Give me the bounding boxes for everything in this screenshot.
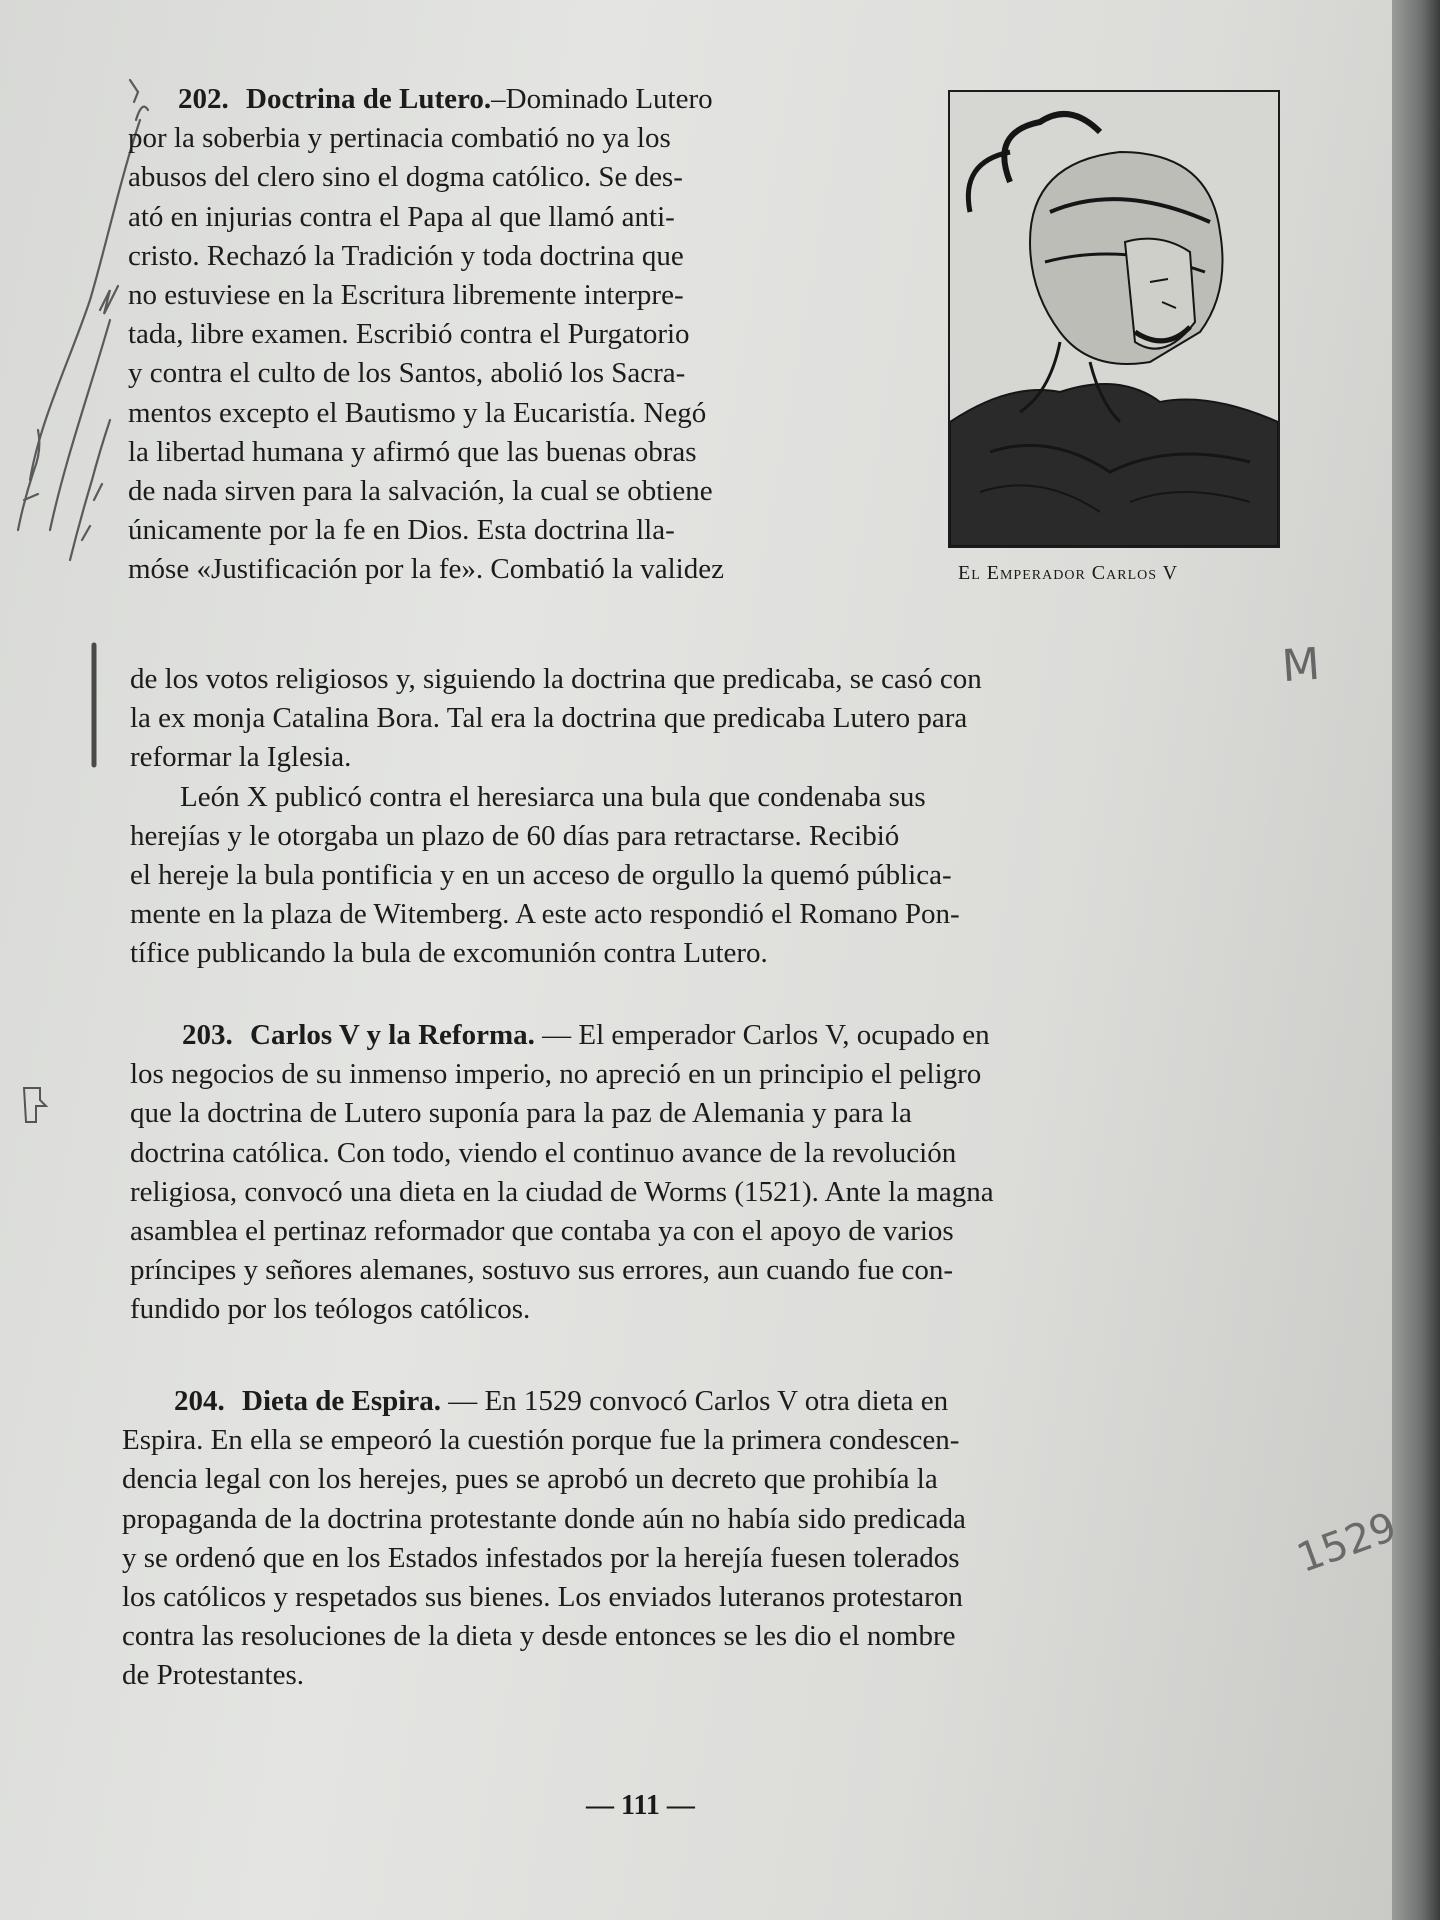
text-line: príncipes y señores alemanes, sostuvo sus errores, aun cuando fue con- — [130, 1254, 954, 1287]
text-line: los católicos y respetados sus bienes. Los enviados luteranos protestaron — [122, 1581, 963, 1614]
text-line: reformar la Iglesia. — [130, 741, 352, 774]
text-line: mente en la plaza de Witemberg. A este acto respondió el Romano Pon- — [130, 898, 960, 931]
text-line: los negocios de su inmenso imperio, no apreció en un principio el peligro — [130, 1058, 982, 1091]
text-line: móse «Justificación por la fe». Combatió la validez — [128, 553, 724, 586]
text-line: tada, libre examen. Escribió contra el Purgatorio — [128, 318, 690, 351]
text-line: religiosa, convocó una dieta en la ciudad de Worms (1521). Ante la magna — [130, 1175, 994, 1208]
background-edge — [1392, 0, 1440, 1920]
text-line: En 1529 convocó Carlos V otra dieta en — [484, 1385, 949, 1417]
section-number: 204. — [174, 1385, 225, 1417]
text-line: no estuviese en la Escritura libremente interpre- — [128, 279, 684, 312]
section-title: Doctrina de Lutero. — [246, 83, 492, 115]
text-line: ató en injurias contra el Papa al que llamó anti- — [128, 200, 675, 233]
text-line: contra las resoluciones de la dieta y desde entonces se les dio el nombre — [122, 1620, 956, 1653]
text-line: propaganda de la doctrina protestante donde aún no había sido predicada — [122, 1502, 966, 1535]
handwritten-note: M — [1280, 638, 1322, 693]
text-line: de los votos religiosos y, siguiendo la doctrina que predicaba, se casó con — [130, 663, 982, 695]
section-title: Carlos V y la Reforma. — [250, 1019, 535, 1051]
text-line: tífice publicando la bula de excomunión contra Lutero. — [130, 937, 768, 970]
text-line: el hereje la bula pontificia y en un acceso de orgullo la quemó pública- — [130, 859, 952, 892]
text-line: Espira. En ella se empeoró la cuestión porque fue la primera condescen- — [122, 1424, 960, 1457]
text-line: de Protestantes. — [122, 1659, 305, 1692]
portrait-carlos-v — [948, 90, 1280, 548]
margin-pointer-icon — [18, 1082, 48, 1128]
text-line: asamblea el pertinaz reformador que contaba ya con el apoyo de varios — [130, 1215, 954, 1248]
text-line: dencia legal con los herejes, pues se aprobó un decreto que prohibía la — [122, 1463, 938, 1496]
text-line: Dominado Lutero — [505, 83, 713, 115]
text-line: la libertad humana y afirmó que las buenas obras — [128, 435, 697, 468]
section-202-cont — [130, 660, 1275, 974]
text-line: la ex monja Catalina Bora. Tal era la doctrina que predicaba Lutero para — [130, 702, 968, 735]
text-line: cristo. Rechazó la Tradición y toda doctrina que — [128, 239, 684, 272]
section-number: 202. — [178, 83, 229, 115]
text-line: fundido por los teólogos católicos. — [130, 1293, 531, 1326]
text-line: León X publicó contra el heresiarca una bula que condenaba sus — [180, 780, 926, 813]
text-line: por la soberbia y pertinacia combatió no ya los — [128, 122, 671, 155]
text-line: únicamente por la fe en Dios. Esta doctrina lla- — [128, 514, 675, 547]
handwritten-note: 1529 — [1291, 1503, 1403, 1583]
text-line: y se ordenó que en los Estados infestados por la herejía fuesen tolerados — [122, 1541, 960, 1574]
margin-bar — [84, 640, 104, 770]
section-title: Dieta de Espira. — [242, 1385, 441, 1417]
page-number: — 111 — — [586, 1790, 695, 1821]
text-line: y contra el culto de los Santos, abolió los Sacra- — [128, 357, 686, 390]
text-line: doctrina católica. Con todo, viendo el continuo avance de la revolución — [130, 1136, 957, 1169]
section-number: 203. — [182, 1019, 233, 1051]
section-203: 203. Carlos V y la Reforma. — El emperador Carlos V, ocupado en los negocios de su inmenso imperio, no apreció en un principio el peligro que la doctrina de Lutero suponía para la paz de Alemania y para la doctrina católica. Con todo, viendo el continuo avance de la revolución religiosa, convocó una dieta en la ciudad de Worms (1521). Ante la magna asamblea el pertinaz reformador que contaba ya con el apoyo de varios príncipes y señores alemanes, sostuvo sus errores, aun cuando fue con- fundido por los teólogos católicos. — [130, 1016, 1270, 1330]
section-202: 202. Doctrina de Lutero.–Dominado Lutero por la soberbia y pertinacia combatió no ya los abusos del clero sino el dogma católico. Se des- ató en injurias contra el Papa al que llamó anti- cristo. Rechazó la Tradición y toda doctrina que no estuviese en la Escritura libremente interpre- tada, libre examen. Escribió contra el Purgatorio y contra el culto de los Santos, abolió los Sacra- mentos excepto el Bautismo y la Eucaristía. Negó la libertad humana y afirmó que las buenas obras de nada sirven para la salvación, la cual se obtiene únicamente por la fe en Dios. Esta doctrina lla- móse «Justificación por la fe». Combatió la validez — [128, 80, 908, 590]
text-line: de nada sirven para la salvación, la cual se obtiene — [128, 475, 713, 508]
portrait-caption: El Emperador Carlos V — [958, 562, 1179, 584]
text-line: mentos excepto el Bautismo y la Eucaristía. Negó — [128, 396, 707, 429]
text-line: que la doctrina de Lutero suponía para la paz de Alemania y para la — [130, 1097, 912, 1130]
section-204: 204. Dieta de Espira. — En 1529 convocó Carlos V otra dieta en Espira. En ella se empeoró la cuestión porque fue la primera condescen- dencia legal con los herejes, pues se aprobó un decreto que prohibía la propaganda de la doctrina protestante donde aún no había sido predicada y se ordenó que en los Estados infestados por la herejía fuesen tolerados los católicos y respetados sus bienes. Los enviados luteranos protestaron contra las resoluciones de la dieta y desde entonces se les dio el nombre de Protestantes. — [122, 1382, 1270, 1696]
text-line: herejías y le otorgaba un plazo de 60 días para retractarse. Recibió — [130, 819, 900, 852]
text-line: abusos del clero sino el dogma católico. Se des- — [128, 161, 683, 194]
text-line: El emperador Carlos V, ocupado en — [578, 1019, 990, 1051]
